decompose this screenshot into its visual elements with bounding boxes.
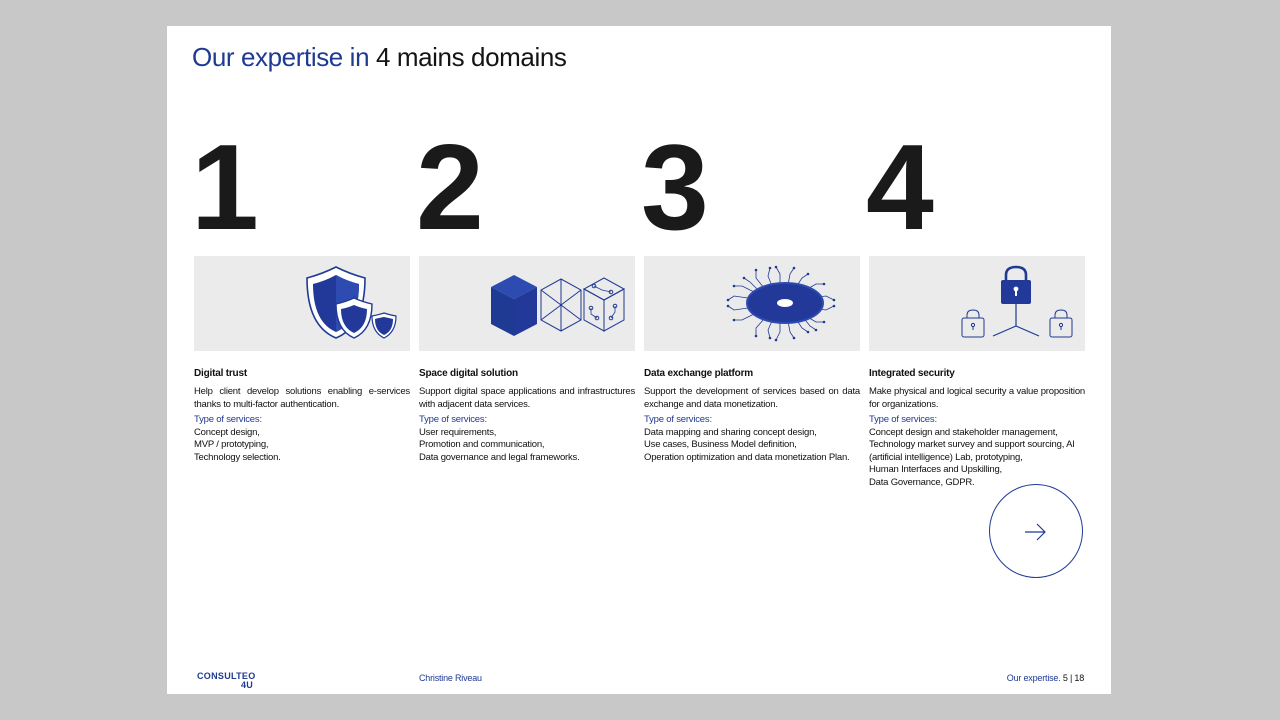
service-item: Technology selection. <box>194 451 281 463</box>
domain-illustration <box>644 256 860 351</box>
service-item: Promotion and communication, <box>419 439 545 450</box>
services-list <box>419 427 635 465</box>
footer-author: Christine Riveau <box>419 673 482 683</box>
service-item: Use cases, Business Model definition, <box>644 439 797 450</box>
domain-title: Data exchange platform <box>644 368 753 379</box>
services-list <box>869 427 1085 490</box>
service-item: Data mapping and sharing concept design, <box>644 426 817 438</box>
service-item: Concept design and stakeholder management, <box>869 426 1058 438</box>
title-accent: Our expertise in <box>192 42 370 72</box>
domain-illustration <box>194 256 410 351</box>
next-slide-button[interactable] <box>989 484 1083 578</box>
padlocks-icon <box>869 256 1085 351</box>
logo-main: CONSULTEO <box>197 671 256 681</box>
domain-description: Make physical and logical security a value proposition for organizations. <box>869 386 1085 410</box>
domain-number: 3 <box>641 119 705 255</box>
footer-page-info <box>1007 673 1084 683</box>
service-item: User requirements, <box>419 426 497 438</box>
service-item: Data governance and legal frameworks. <box>419 451 580 463</box>
services-label: Type of services: <box>644 414 712 425</box>
service-item: Concept design, <box>194 426 260 438</box>
domain-column-3 <box>641 119 860 464</box>
slide-title <box>192 42 567 73</box>
domain-number: 2 <box>416 119 480 255</box>
cubes-icon <box>419 256 635 351</box>
domain-column-1 <box>191 119 410 464</box>
domain-column-4 <box>866 119 1085 489</box>
services-list <box>194 427 410 465</box>
domain-column-2 <box>416 119 635 464</box>
domain-number: 1 <box>191 119 255 255</box>
domain-illustration <box>869 256 1085 351</box>
shields-icon <box>194 256 410 351</box>
service-item: Human Interfaces and Upskilling, <box>869 464 1003 475</box>
service-item: Operation optimization and data monetization Plan. <box>644 451 850 463</box>
title-rest: 4 mains domains <box>369 42 567 72</box>
services-label: Type of services: <box>869 414 937 425</box>
slide <box>167 26 1111 694</box>
domain-title: Digital trust <box>194 368 247 379</box>
domain-title: Space digital solution <box>419 368 518 379</box>
service-item: (artificial intelligence) Lab, prototyping, <box>869 451 1023 463</box>
domain-number: 4 <box>866 119 930 255</box>
page-number: 5 | 18 <box>1062 673 1084 683</box>
domain-description: Support the development of services based on data exchange and data monetization. <box>644 386 860 410</box>
service-item: Data Governance, GDPR. <box>869 476 975 488</box>
service-item: Technology market survey and support sourcing, AI <box>869 439 1075 450</box>
logo-sub: 4U <box>241 680 254 690</box>
domain-title: Integrated security <box>869 368 955 379</box>
arrow-right-icon <box>1023 523 1049 541</box>
domain-description: Support digital space applications and infrastructures with adjacent data services. <box>419 386 635 410</box>
domain-description: Help client develop solutions enabling e-services thanks to multi-factor authentication. <box>194 386 410 410</box>
services-list <box>644 427 860 465</box>
services-label: Type of services: <box>419 414 487 425</box>
footer-section-name: Our expertise. <box>1006 673 1061 683</box>
data-disc-icon <box>644 256 860 351</box>
domain-illustration <box>419 256 635 351</box>
services-label: Type of services: <box>194 414 262 425</box>
company-logo <box>197 672 256 690</box>
service-item: MVP / prototyping, <box>194 439 269 450</box>
